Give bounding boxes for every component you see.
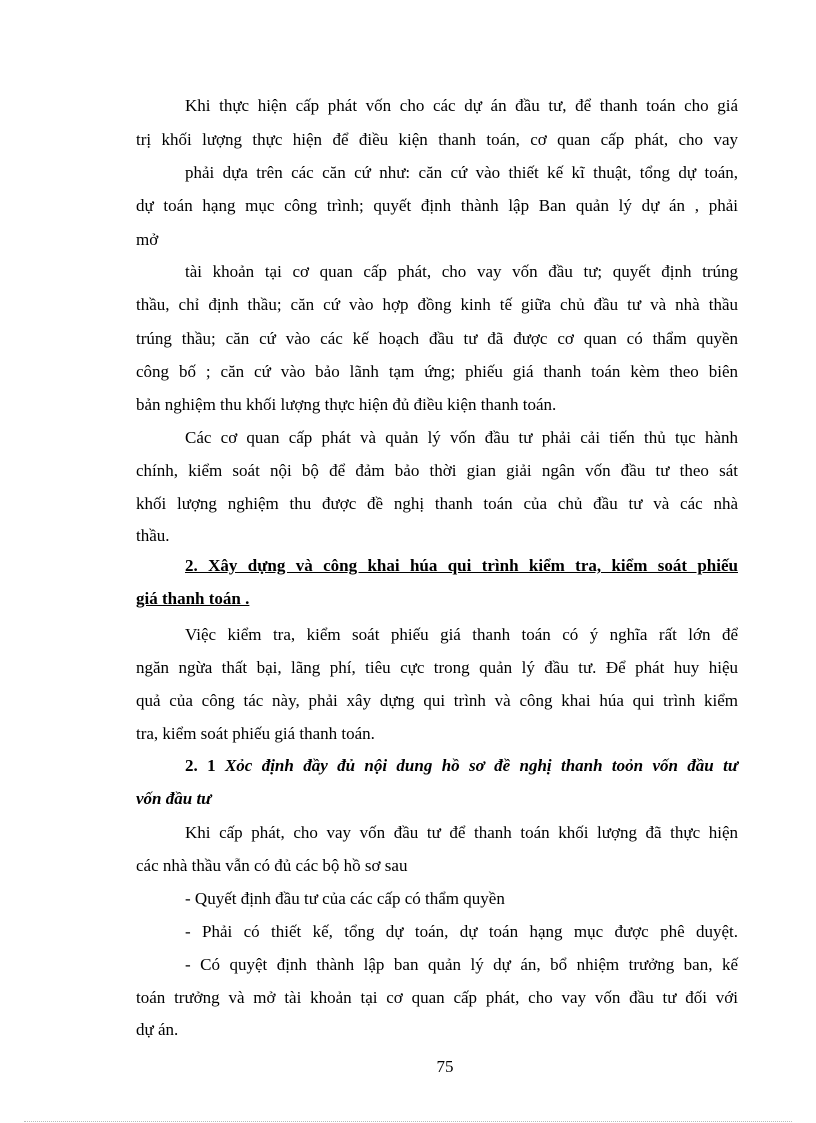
paragraph-line: tài khoản tại cơ quan cấp phát, cho vay vốn đầu tư; quyết định trúng xyxy=(185,262,738,281)
section-heading-continued: giá thanh toán . xyxy=(136,589,250,608)
paragraph-line: dự án. xyxy=(136,1020,179,1039)
paragraph-line: phải dựa trên các căn cứ như: căn cứ vào thiết kế kĩ thuật, tổng dự toán, xyxy=(185,163,738,182)
paragraph-line: trị khối lượng thực hiện để điều kiện thanh toán, cơ quan cấp phát, cho vay xyxy=(136,130,738,149)
list-item: - Quyết định đầu tư của các cấp có thẩm quyền xyxy=(185,889,505,908)
paragraph-line: chính, kiểm soát nội bộ để đảm bảo thời gian giải ngân vốn đầu tư theo sát xyxy=(136,461,738,480)
subsection-title: Xỏc định đầy đủ nội dung hồ sơ đề nghị thanh toỏn vốn đầu tư xyxy=(224,756,739,775)
paragraph-line: các nhà thầu vẫn có đủ các bộ hồ sơ sau xyxy=(136,856,408,875)
paragraph-line: bản nghiệm thu khối lượng thực hiện đủ điều kiện thanh toán. xyxy=(136,395,557,414)
paragraph-line: quả của công tác này, phải xây dựng qui trình và công khai húa qui trình kiểm xyxy=(136,691,738,710)
paragraph-line: thầu, chỉ định thầu; căn cứ vào hợp đồng kinh tế giữa chủ đầu tư và nhà thầu xyxy=(136,295,738,314)
subsection-heading-continued: vốn đầu tư xyxy=(136,789,212,808)
paragraph-line: mở xyxy=(136,230,159,249)
paragraph-line: công bố ; căn cứ vào bảo lãnh tạm ứng; phiếu giá thanh toán kèm theo biên xyxy=(136,362,738,381)
page-bottom-divider xyxy=(24,1121,792,1122)
paragraph-line: Khi thực hiện cấp phát vốn cho các dự án đầu tư, để thanh toán cho giá xyxy=(185,96,738,115)
paragraph-line: thầu. xyxy=(136,526,170,545)
paragraph-line: ngăn ngừa thất bại, lãng phí, tiêu cực trong quản lý đầu tư. Để phát huy hiệu xyxy=(136,658,738,677)
list-item: - Phải có thiết kế, tổng dự toán, dự toán hạng mục được phê duyệt. xyxy=(185,922,738,941)
paragraph-line: trúng thầu; căn cứ vào các kế hoạch đầu tư đã được cơ quan có thẩm quyền xyxy=(136,329,738,348)
paragraph-line: khối lượng nghiệm thu được đề nghị thanh toán của chủ đầu tư và các nhà xyxy=(136,494,738,513)
paragraph-line: toán trưởng và mở tài khoản tại cơ quan cấp phát, cho vay vốn đầu tư đối với xyxy=(136,988,738,1007)
subsection-heading xyxy=(185,756,738,776)
page-number: 75 xyxy=(436,1057,454,1076)
subsection-number: 2. 1 xyxy=(185,756,216,775)
paragraph-line: Việc kiểm tra, kiểm soát phiếu giá thanh toán có ý nghĩa rất lớn để xyxy=(185,625,738,644)
paragraph-line: dự toán hạng mục công trình; quyết định thành lập Ban quản lý dự án , phải xyxy=(136,196,738,215)
paragraph-line: Khi cấp phát, cho vay vốn đầu tư để thanh toán khối lượng đã thực hiện xyxy=(185,823,738,842)
paragraph-line: tra, kiểm soát phiếu giá thanh toán. xyxy=(136,724,375,743)
list-item: - Có quyệt định thành lập ban quản lý dự án, bổ nhiệm trưởng ban, kế xyxy=(185,955,738,974)
paragraph-line: Các cơ quan cấp phát và quản lý vốn đầu tư phải cải tiến thủ tục hành xyxy=(185,428,738,447)
section-heading: 2. Xây dựng và công khai húa qui trình kiểm tra, kiểm soát phiếu xyxy=(185,556,738,575)
